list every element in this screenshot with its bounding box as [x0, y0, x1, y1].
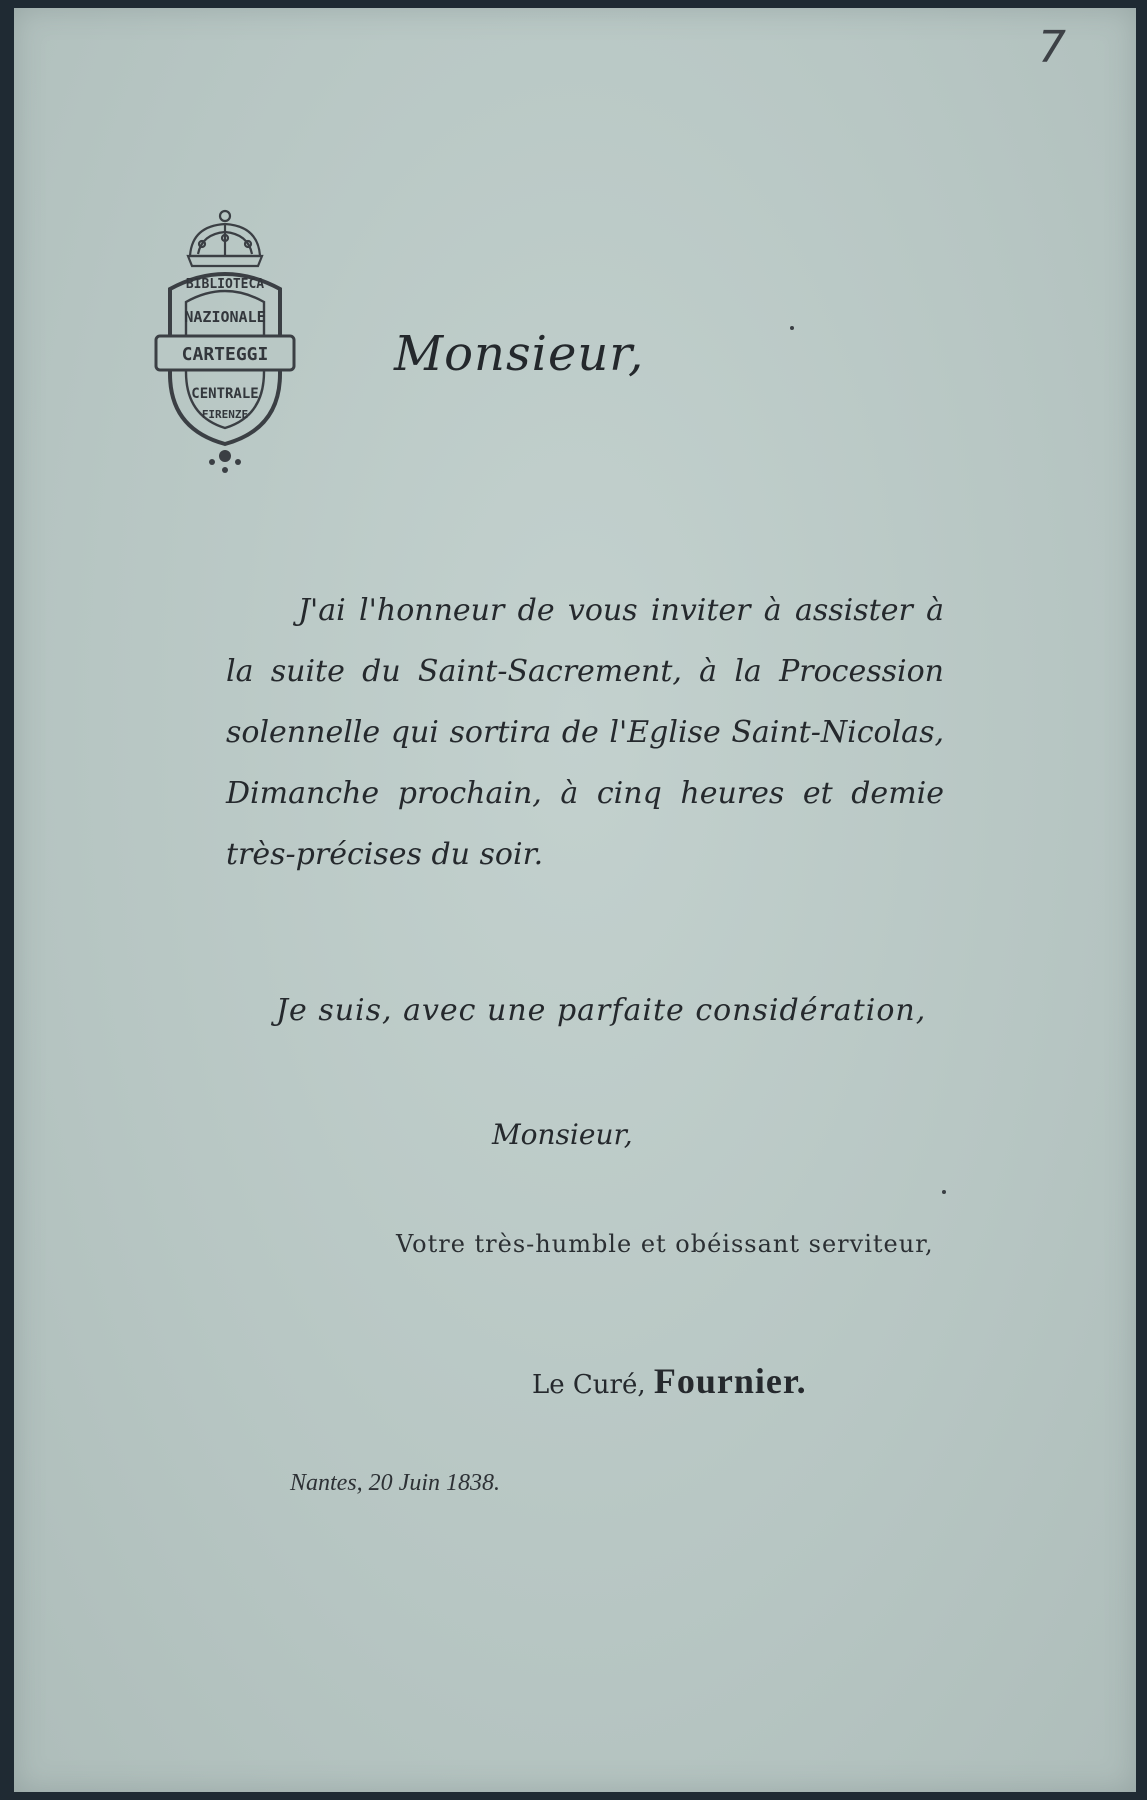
signature	[532, 1360, 807, 1402]
body-line: Dimanche prochain, à cinq heures et demie	[226, 776, 944, 811]
body-line: J'ai l'honneur de vous inviter à assister à	[298, 593, 944, 628]
signature-prefix: Le Curé,	[532, 1370, 646, 1400]
stamp-text-top: BIBLIOTECA	[185, 277, 265, 292]
body-line: solennelle qui sortira de l'Eglise Saint-Nicolas,	[226, 715, 944, 750]
salutation-repeat: Monsieur,	[492, 1118, 633, 1151]
servant-line: Votre très-humble et obéissant serviteur,	[396, 1230, 934, 1258]
library-stamp-icon	[150, 204, 300, 484]
salutation: Monsieur,	[394, 326, 645, 382]
signature-name: Fournier.	[653, 1361, 807, 1401]
stamp-text-center: CARTEGGI	[181, 344, 269, 365]
closing-phrase: Je suis, avec une parfaite considération,	[276, 993, 927, 1028]
stamp-text-bottom: CENTRALE	[191, 386, 259, 402]
paper-speck	[942, 1190, 946, 1194]
stamp-text-ring: NAZIONALE	[184, 308, 266, 326]
page-number: 7	[1038, 22, 1066, 73]
body-line: la suite du Saint-Sacrement, à la Procession	[226, 654, 944, 689]
body-line: très-précises du soir.	[226, 837, 544, 872]
stamp-text-city: FIRENZE	[201, 408, 249, 421]
paper-speck	[790, 326, 794, 330]
dateline: Nantes, 20 Juin 1838.	[290, 1470, 500, 1496]
letter-body	[226, 580, 944, 885]
letter-page	[14, 8, 1136, 1792]
